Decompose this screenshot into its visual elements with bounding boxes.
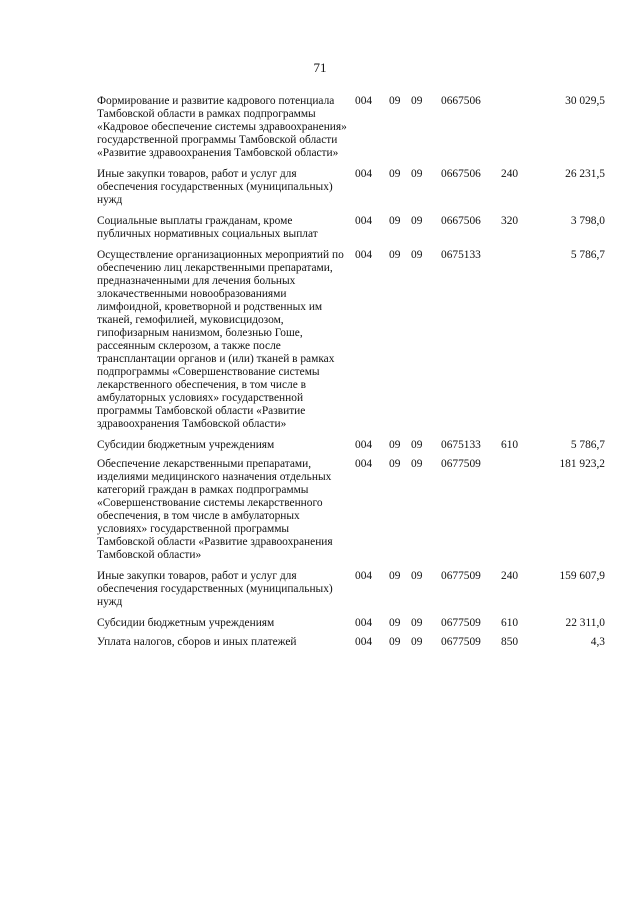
row-vr: 320 (501, 215, 519, 227)
row-csr: 0667506 (441, 215, 481, 227)
table-row (97, 439, 605, 458)
table-row (97, 617, 605, 636)
row-name: Формирование и развитие кадрового потенциала Тамбовской области в рамках подпрограммы «Кадровое обеспечение системы здравоохранения» государственной программы Тамбовской области «Развитие здравоохранения Тамбовской области» (97, 95, 347, 159)
row-name: Субсидии бюджетным учреждениям (97, 617, 275, 629)
row-vr: 240 (501, 570, 519, 582)
row-rz: 09 (389, 458, 401, 470)
row-rz: 09 (389, 95, 401, 107)
row-ved: 004 (355, 570, 373, 582)
row-vr: 850 (501, 636, 519, 648)
row-pr: 09 (411, 439, 423, 451)
row-ved: 004 (355, 458, 373, 470)
row-name: Иные закупки товаров, работ и услуг для обеспечения государственных (муниципальных) нужд (97, 570, 333, 608)
row-csr: 0677509 (441, 458, 481, 470)
row-pr: 09 (411, 95, 423, 107)
row-vr: 610 (501, 617, 519, 629)
row-sum: 22 311,0 (565, 617, 605, 629)
row-pr: 09 (411, 249, 423, 261)
budget-table (97, 95, 605, 655)
row-vr (501, 95, 541, 168)
table-row (97, 168, 605, 215)
row-sum: 4,3 (590, 636, 605, 648)
row-pr: 09 (411, 458, 423, 470)
table-row (97, 458, 605, 570)
row-csr: 0677509 (441, 636, 481, 648)
row-vr: 610 (501, 439, 519, 451)
row-sum: 5 786,7 (570, 439, 605, 451)
row-pr: 09 (411, 617, 423, 629)
row-sum: 181 923,2 (559, 458, 605, 470)
row-ved: 004 (355, 636, 373, 648)
row-csr: 0675133 (441, 439, 481, 451)
table-row (97, 570, 605, 617)
page-number: 71 (313, 60, 327, 75)
row-vr (501, 458, 541, 570)
row-vr: 240 (501, 168, 519, 180)
row-sum: 5 786,7 (570, 249, 605, 261)
row-pr: 09 (411, 570, 423, 582)
row-rz: 09 (389, 570, 401, 582)
row-sum: 30 029,5 (565, 95, 605, 107)
row-sum: 3 798,0 (570, 215, 605, 227)
row-ved: 004 (355, 249, 373, 261)
row-rz: 09 (389, 439, 401, 451)
row-sum: 26 231,5 (565, 168, 605, 180)
row-ved: 004 (355, 617, 373, 629)
row-ved: 004 (355, 95, 373, 107)
row-vr (501, 249, 541, 439)
row-csr: 0667506 (441, 95, 481, 107)
row-name: Субсидии бюджетным учреждениям (97, 439, 275, 451)
row-rz: 09 (389, 636, 401, 648)
row-pr: 09 (411, 215, 423, 227)
row-name: Осуществление организационных мероприятий по обеспечению лиц лекарственными препаратами, предназначенными для лечения больных злокачественными новообразованиями лимфоидной, кроветворной и родственных им тканей, гемофилией, муковисцидозом, гипофизарным нанизмом, болезнью Гоше, рассеянным склерозом, а также после трансплантации органов и (или) тканей в рамках подпрограммы «Совершенствование системы лекарственного обеспечения, в том числе в амбулаторных условиях» государственной программы Тамбовской области «Развитие здравоохранения Тамбовской области» (97, 249, 344, 430)
row-csr: 0677509 (441, 617, 481, 629)
table-row (97, 249, 605, 439)
row-csr: 0667506 (441, 168, 481, 180)
row-csr: 0677509 (441, 570, 481, 582)
row-name: Обеспечение лекарственными препаратами, изделиями медицинского назначения отдельных категорий граждан в рамках подпрограммы «Совершенствование системы лекарственного обеспечения, в том числе в амбулаторных условиях» государственной программы Тамбовской области «Развитие здравоохранения Тамбовской области» (97, 458, 333, 561)
row-name: Уплата налогов, сборов и иных платежей (97, 636, 297, 648)
row-sum: 159 607,9 (559, 570, 605, 582)
row-ved: 004 (355, 168, 373, 180)
row-pr: 09 (411, 636, 423, 648)
table-row (97, 215, 605, 249)
table-row (97, 95, 605, 168)
row-rz: 09 (389, 168, 401, 180)
row-name: Социальные выплаты гражданам, кроме публичных нормативных социальных выплат (97, 215, 318, 240)
row-name: Иные закупки товаров, работ и услуг для обеспечения государственных (муниципальных) нужд (97, 168, 333, 206)
row-pr: 09 (411, 168, 423, 180)
row-rz: 09 (389, 249, 401, 261)
row-ved: 004 (355, 439, 373, 451)
table-row (97, 636, 605, 655)
row-csr: 0675133 (441, 249, 481, 261)
row-rz: 09 (389, 215, 401, 227)
row-ved: 004 (355, 215, 373, 227)
row-rz: 09 (389, 617, 401, 629)
